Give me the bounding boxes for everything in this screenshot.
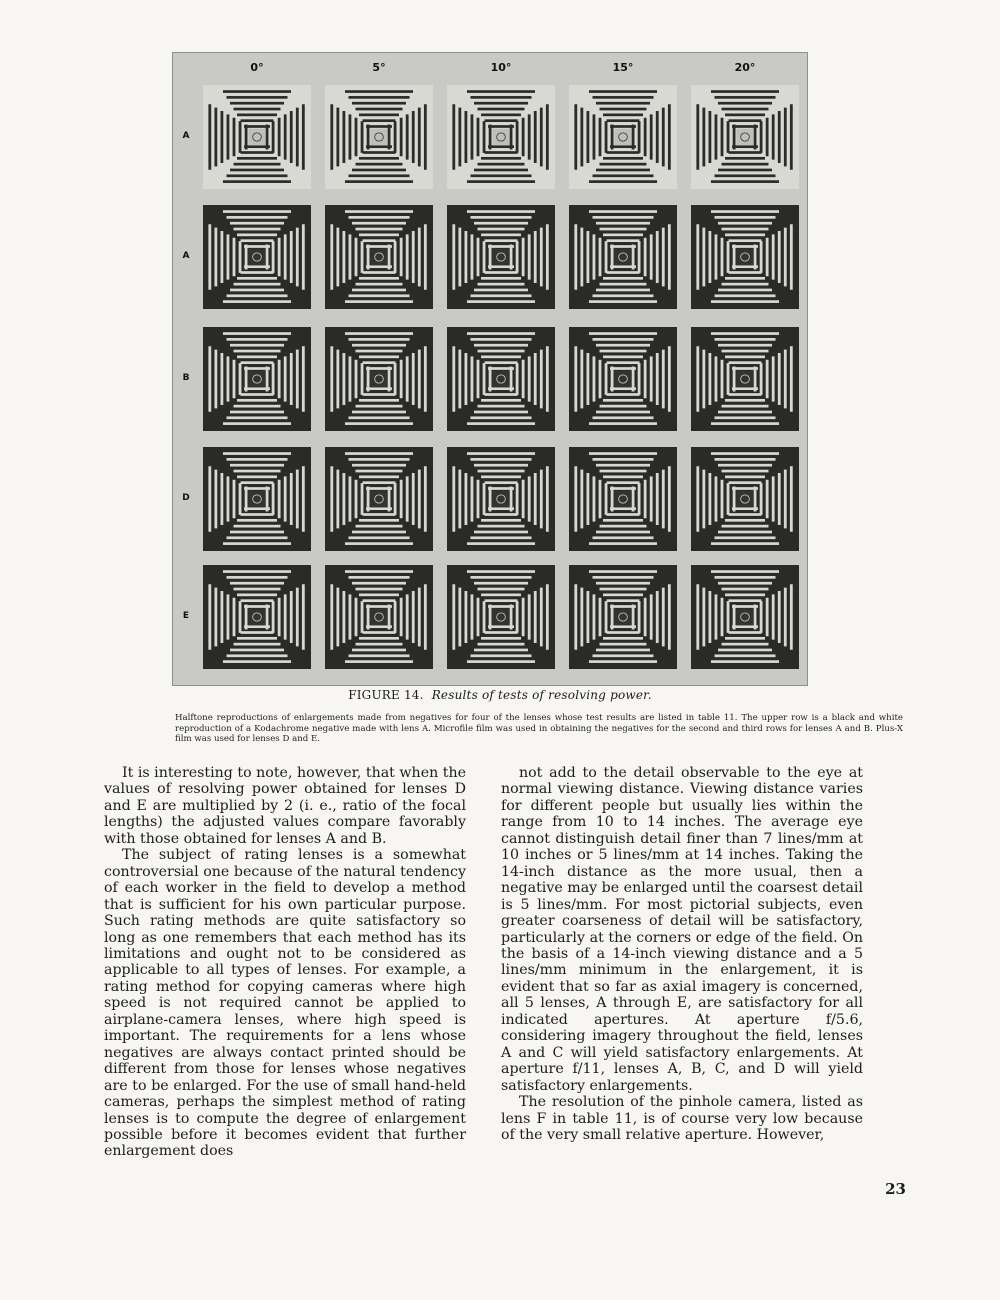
resolution-target-image <box>203 85 311 189</box>
figure-note: Halftone reproductions of enlargements made from negatives for four of the lenses whose test results are listed in table 11. The upper row is a black and white reproduction of a Kodachrome negative made with lens A. Microfile film was used in obtaining the negatives for the second and third rows for lenses A and B. Plus-X film was used for lenses D and E. <box>175 713 903 744</box>
resolution-target-image <box>691 85 799 189</box>
figure-caption <box>0 688 1000 702</box>
resolution-target-image <box>325 565 433 669</box>
body-column-right <box>501 765 863 1143</box>
figure-row-label: B <box>182 373 190 383</box>
figure-column-label: 0° <box>250 61 264 74</box>
resolution-target-image <box>569 565 677 669</box>
resolution-target-image <box>447 447 555 551</box>
figure-row-label: A <box>182 251 190 261</box>
figure-row-label: D <box>182 493 190 503</box>
resolution-target-image <box>691 565 799 669</box>
resolution-target-image <box>325 447 433 551</box>
resolution-target-image <box>569 85 677 189</box>
figure-column-label: 10° <box>490 61 512 74</box>
figure-14-panel <box>172 52 808 686</box>
figure-title: Results of tests of resolving power. <box>431 688 652 702</box>
body-paragraph: not add to the detail observable to the eye at normal viewing distance. Viewing distance varies for different people but usually lies within the range from 10 to 14 inches. The average eye cannot distinguish detail finer than 7 lines/mm at 10 inches or 5 lines/mm at 14 inches. Taking the 14-inch distance as the more usual, then a negative may be enlarged until the coarsest detail is 5 lines/mm. For most pictorial subjects, even greater coarseness of detail will be satisfactory, particularly at the corners or edge of the field. On the basis of a 14-inch viewing distance and a 5 lines/mm minimum in the enlargement, it is evident that so far as axial imagery is concerned, all 5 lenses, A through E, are satisfactory for all indicated apertures. At aperture f/5.6, considering imagery throughout the field, lenses A and C will yield satisfactory enlargements. At aperture f/11, lenses A, B, C, and D will yield satisfactory enlargements. <box>501 765 863 1094</box>
resolution-target-image <box>569 447 677 551</box>
figure-row-label: E <box>182 611 190 621</box>
resolution-target-image <box>569 205 677 309</box>
page-number: 23 <box>885 1180 906 1198</box>
body-column-left <box>104 765 466 1160</box>
resolution-target-image <box>203 327 311 431</box>
resolution-target-image <box>325 327 433 431</box>
resolution-target-image <box>325 85 433 189</box>
figure-column-label: 15° <box>612 61 634 74</box>
resolution-target-image <box>203 205 311 309</box>
body-paragraph: The subject of rating lenses is a somewhat controversial one because of the natural tendency of each worker in the field to develop a method that is sufficient for his own particular purpose. Such rating methods are quite satisfactory so long as one remembers that each method has its limitations and ought not to be considered as applicable to all types of lenses. For example, a rating method for copying cameras where high speed is not required cannot be applied to airplane-camera lenses, where high speed is important. The requirements for a lens whose negatives are always contact printed should be different from those for lenses whose negatives are to be enlarged. For the use of small hand-held cameras, perhaps the simplest method of rating lenses is to compute the degree of enlargement possible before it becomes evident that further enlargement does <box>104 847 466 1160</box>
figure-column-label: 20° <box>734 61 756 74</box>
body-paragraph: It is interesting to note, however, that when the values of resolving power obtained for lenses D and E are multiplied by 2 (i. e., ratio of the focal lengths) the adjusted values compare favorably with those obtained for lenses A and B. <box>104 765 466 847</box>
resolution-target-image <box>691 447 799 551</box>
resolution-target-image <box>203 447 311 551</box>
resolution-target-image <box>447 205 555 309</box>
resolution-target-image <box>691 205 799 309</box>
resolution-target-image <box>691 327 799 431</box>
figure-row-label: A <box>182 131 190 141</box>
resolution-target-image <box>447 565 555 669</box>
figure-number: FIGURE 14. <box>348 688 424 702</box>
resolution-target-image <box>569 327 677 431</box>
figure-column-label: 5° <box>372 61 386 74</box>
resolution-target-image <box>447 85 555 189</box>
resolution-target-image <box>447 327 555 431</box>
resolution-target-image <box>325 205 433 309</box>
resolution-target-image <box>203 565 311 669</box>
body-paragraph: The resolution of the pinhole camera, listed as lens F in table 11, is of course very low because of the very small relative aperture. However, <box>501 1094 863 1143</box>
